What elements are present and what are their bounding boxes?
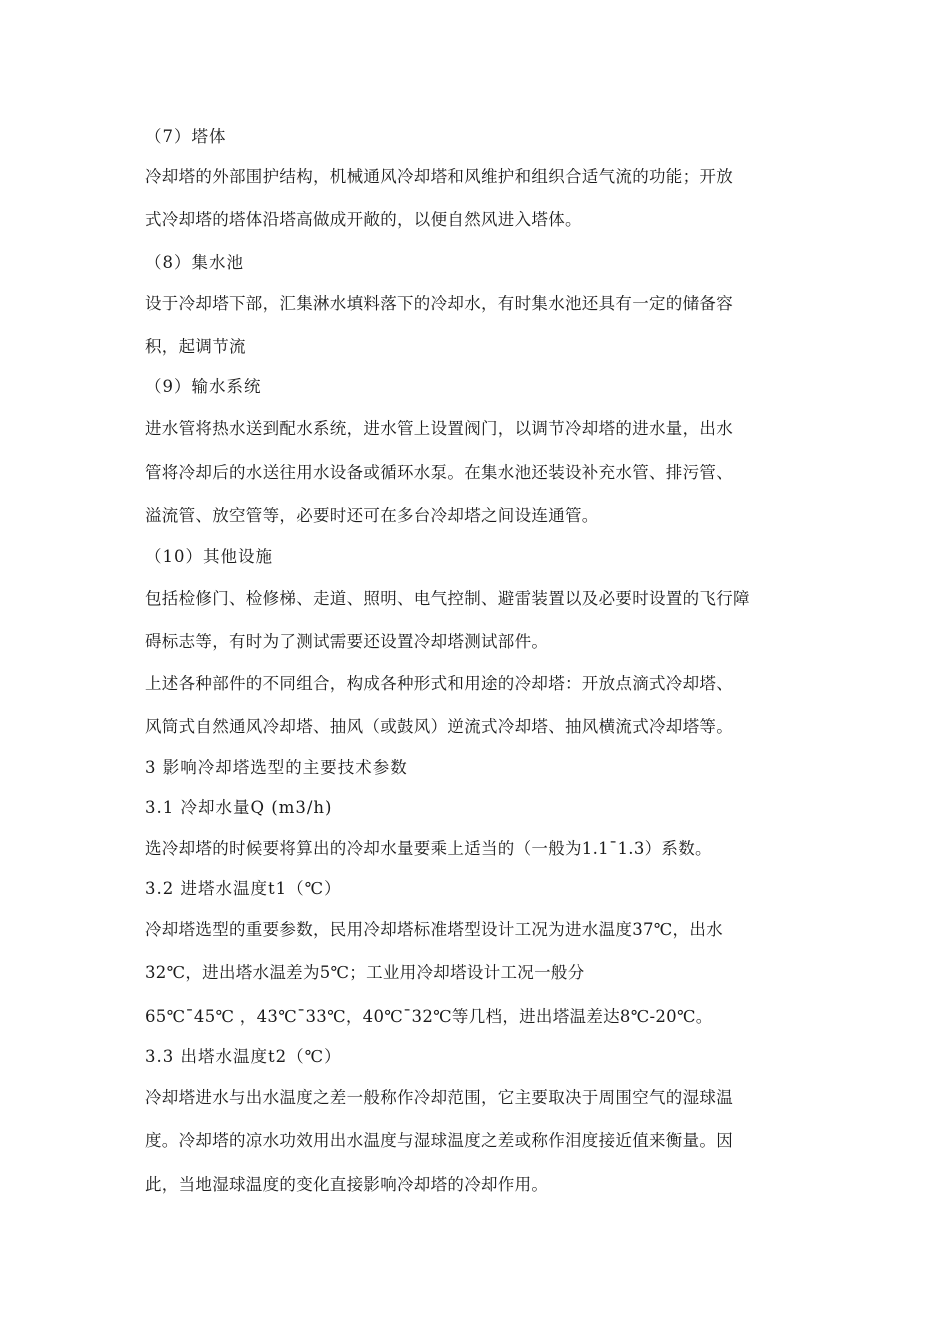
section-heading-parameters: 3 影响冷却塔选型的主要技术参数 bbox=[145, 758, 408, 777]
paragraph-line: 包括检修门、检修梯、走道、照明、电气控制、避雷装置以及必要时设置的飞行障 bbox=[145, 589, 750, 608]
subsection-heading-flow: 3.1 冷却水量Q (m3/h) bbox=[145, 798, 333, 817]
paragraph-line: 进水管将热水送到配水系统，进水管上设置阀门，以调节冷却塔的进水量，出水 bbox=[145, 419, 733, 438]
paragraph-line: 32℃，进出塔水温差为5℃；工业用冷却塔设计工况一般分 bbox=[145, 963, 585, 982]
subsection-heading-outlet-temp: 3.3 出塔水温度t2（℃） bbox=[145, 1047, 342, 1066]
paragraph-line: 此，当地湿球温度的变化直接影响冷却塔的冷却作用。 bbox=[145, 1175, 549, 1194]
paragraph-line: 式冷却塔的塔体沿塔高做成开敞的，以便自然风进入塔体。 bbox=[145, 210, 582, 229]
paragraph-line: 冷却塔的外部围护结构，机械通风冷却塔和风维护和组织合适气流的功能；开放 bbox=[145, 167, 733, 186]
section-heading-other-facilities: （10）其他设施 bbox=[145, 547, 273, 566]
paragraph-line: 冷却塔进水与出水温度之差一般称作冷却范围，它主要取决于周围空气的湿球温 bbox=[145, 1088, 733, 1107]
paragraph-line: 上述各种部件的不同组合，构成各种形式和用途的冷却塔：开放点滴式冷却塔、 bbox=[145, 674, 733, 693]
section-heading-tower-body: （7）塔体 bbox=[145, 127, 227, 146]
paragraph-line: 溢流管、放空管等，必要时还可在多台冷却塔之间设连通管。 bbox=[145, 506, 599, 525]
section-heading-collecting-basin: （8）集水池 bbox=[145, 253, 244, 272]
paragraph-line: 风筒式自然通风冷却塔、抽风（或鼓风）逆流式冷却塔、抽风横流式冷却塔等。 bbox=[145, 717, 733, 736]
paragraph-line: 选冷却塔的时候要将算出的冷却水量要乘上适当的（一般为1.1¯1.3）系数。 bbox=[145, 839, 712, 858]
paragraph-line: 65℃¯45℃ ，43℃¯33℃，40℃¯32℃等几档，进出塔温差达8℃-20℃。 bbox=[145, 1007, 713, 1026]
paragraph-line: 管将冷却后的水送往用水设备或循环水泵。在集水池还装设补充水管、排污管、 bbox=[145, 463, 733, 482]
paragraph-line: 碍标志等，有时为了测试需要还设置冷却塔测试部件。 bbox=[145, 632, 549, 651]
subsection-heading-inlet-temp: 3.2 进塔水温度t1（℃） bbox=[145, 879, 342, 898]
section-heading-water-delivery: （9）输水系统 bbox=[145, 377, 262, 396]
paragraph-line: 度。冷却塔的凉水功效用出水温度与湿球温度之差或称作泪度接近值来衡量。因 bbox=[145, 1131, 733, 1150]
paragraph-line: 冷却塔选型的重要参数，民用冷却塔标准塔型设计工况为进水温度37℃，出水 bbox=[145, 920, 723, 939]
paragraph-line: 积，起调节流 bbox=[145, 337, 246, 356]
paragraph-line: 设于冷却塔下部，汇集淋水填料落下的冷却水，有时集水池还具有一定的储备容 bbox=[145, 294, 733, 313]
